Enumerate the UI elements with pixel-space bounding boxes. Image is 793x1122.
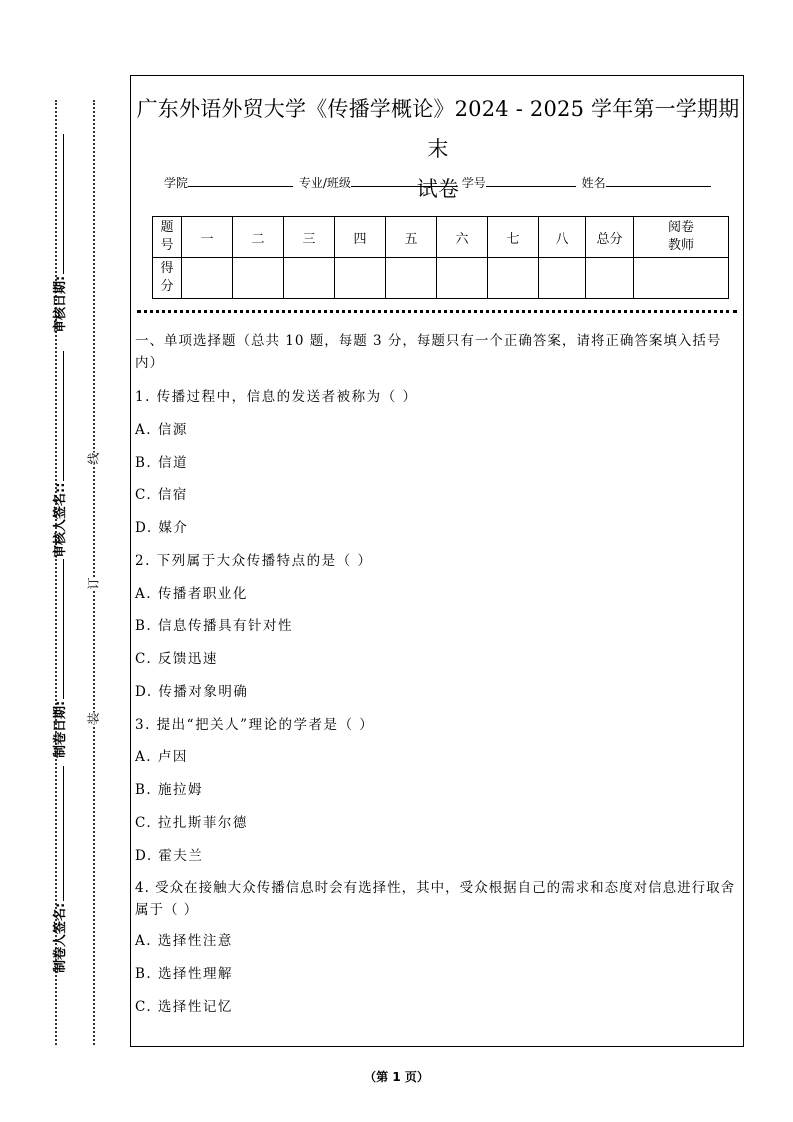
binding-char-zhuang: 装 <box>82 712 105 724</box>
reviewer-date-blank[interactable] <box>53 134 64 274</box>
header-label-a: 题 <box>160 220 174 235</box>
reviewer-date-field <box>49 143 68 333</box>
question-3-option-c[interactable]: C. 拉扎斯菲尔德 <box>135 815 248 831</box>
question-3-option-b[interactable]: B. 施拉姆 <box>135 782 204 798</box>
maker-date-blank[interactable] <box>53 559 64 699</box>
name-label: 姓名 <box>581 176 606 190</box>
question-2-option-a[interactable]: A. 传播者职业化 <box>135 586 248 602</box>
reviewer-label-b: 教师 <box>667 238 694 253</box>
question-3-option-d[interactable]: D. 霍夫兰 <box>135 848 204 864</box>
score-table <box>152 216 729 299</box>
maker-sign-field <box>49 783 68 973</box>
question-3-option-a[interactable]: A. 卢因 <box>135 749 188 765</box>
reviewer-date-label: 审核日期: <box>53 275 68 333</box>
question-1-option-b[interactable]: B. 信道 <box>135 455 189 471</box>
score-cell-2[interactable] <box>233 258 284 299</box>
exam-title-line1: 广东外语外贸大学《传播学概论》2024 - 2025 学年第一学期期末 <box>136 97 740 161</box>
question-2-option-b[interactable]: B. 信息传播具有针对性 <box>135 618 294 634</box>
section-divider <box>137 310 737 313</box>
score-label-b: 分 <box>160 279 174 294</box>
col-4: 四 <box>335 217 386 258</box>
score-table-header-row <box>153 217 729 258</box>
score-cell-6[interactable] <box>437 258 488 299</box>
score-cell-5[interactable] <box>386 258 437 299</box>
question-1-option-a[interactable]: A. 信源 <box>135 422 188 438</box>
score-cell-8[interactable] <box>539 258 586 299</box>
student-id-label: 学号 <box>461 176 486 190</box>
question-3-stem: 3. 提出“把关人”理论的学者是（ ） <box>135 717 375 733</box>
student-info-row <box>164 174 713 191</box>
col-total: 总分 <box>586 217 634 258</box>
question-4-option-a[interactable]: A. 选择性注意 <box>135 933 233 949</box>
score-cell-1[interactable] <box>182 258 233 299</box>
exam-title <box>131 89 745 209</box>
exam-paper <box>130 75 744 1047</box>
reviewer-label-a: 阅卷 <box>667 220 694 235</box>
header-label-cell <box>153 217 182 258</box>
binding-char-ding: 订 <box>82 577 105 589</box>
col-8: 八 <box>539 217 586 258</box>
exam-title-line2: 试卷 <box>416 177 460 201</box>
question-1-stem: 1. 传播过程中，信息的发送者被称为（ ） <box>135 389 418 405</box>
score-table-score-row <box>153 258 729 299</box>
question-1-option-c[interactable]: C. 信宿 <box>135 487 188 503</box>
score-cell-reviewer[interactable] <box>634 258 729 299</box>
col-6: 六 <box>437 217 488 258</box>
reviewer-sign-field <box>49 368 68 558</box>
score-label-cell <box>153 258 182 299</box>
reviewer-sign-blank[interactable] <box>53 351 64 481</box>
header-label-b: 号 <box>160 238 174 253</box>
student-id-blank[interactable] <box>486 174 576 187</box>
score-label-a: 得 <box>160 261 174 276</box>
col-7: 七 <box>488 217 539 258</box>
section-heading: 一、单项选择题（总共 10 题，每题 3 分，每题只有一个正确答案，请将正确答案填入括号内） <box>135 333 722 371</box>
maker-date-field <box>49 568 68 758</box>
maker-date-label: 制卷日期: <box>53 700 68 758</box>
col-2: 二 <box>233 217 284 258</box>
col-3: 三 <box>284 217 335 258</box>
name-blank[interactable] <box>606 174 711 187</box>
major-class-label: 专业/班级 <box>298 176 351 190</box>
question-4-option-c[interactable]: C. 选择性记忆 <box>135 999 233 1015</box>
question-1-option-d[interactable]: D. 媒介 <box>135 520 189 536</box>
question-2-stem: 2. 下列属于大众传播特点的是（ ） <box>135 553 373 569</box>
question-4-option-b[interactable]: B. 选择性理解 <box>135 966 234 982</box>
binding-dotted-line-inner <box>93 100 95 1045</box>
question-2-option-c[interactable]: C. 反馈迅速 <box>135 651 218 667</box>
col-5: 五 <box>386 217 437 258</box>
college-label: 学院 <box>164 176 189 190</box>
page-number: （第 1 页） <box>364 1070 429 1084</box>
score-cell-7[interactable] <box>488 258 539 299</box>
reviewer-sign-label: 审核人签名:: <box>53 482 68 558</box>
score-cell-3[interactable] <box>284 258 335 299</box>
question-2-option-d[interactable]: D. 传播对象明确 <box>135 684 249 700</box>
question-4-stem: 4. 受众在接触大众传播信息时会有选择性，其中，受众根据自己的需求和态度对信息进行取舍属于（ ） <box>135 880 736 918</box>
maker-sign-label: 制卷人签名: <box>53 902 68 973</box>
maker-sign-blank[interactable] <box>53 766 64 901</box>
col-1: 一 <box>182 217 233 258</box>
college-blank[interactable] <box>188 174 293 187</box>
binding-char-xian: 线 <box>82 452 105 464</box>
score-cell-total[interactable] <box>586 258 634 299</box>
major-class-blank[interactable] <box>351 174 456 187</box>
score-cell-4[interactable] <box>335 258 386 299</box>
col-reviewer <box>634 217 729 258</box>
